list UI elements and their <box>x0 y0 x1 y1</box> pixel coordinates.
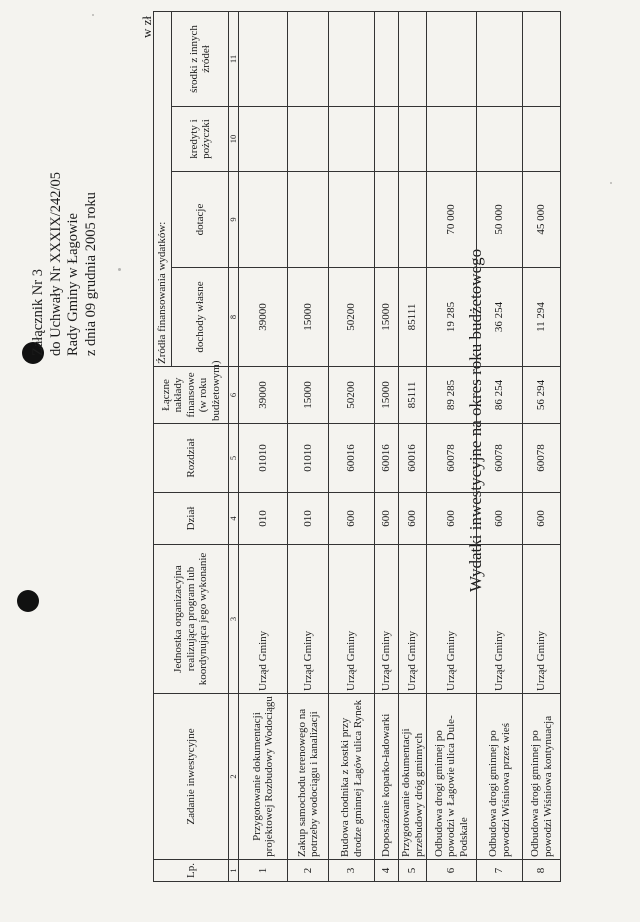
cell-task: Doposażenie koparko-ładowarki <box>375 694 399 860</box>
cell-org-unit: Urząd Gminy <box>427 545 477 694</box>
cell-grants: 70 000 <box>427 172 477 268</box>
cell-dzial: 600 <box>523 493 561 545</box>
cell-task: Odbudowa drogi gminnej po powodzi w Łagowie ulica Dule-Podskale <box>427 694 477 860</box>
cell-rozdzial: 60016 <box>329 424 375 493</box>
cell-org-unit: Urząd Gminy <box>329 545 375 694</box>
cell-own-income: 50200 <box>329 268 375 367</box>
table-row <box>523 11 561 881</box>
header-credits: kredyty i pożyczki <box>172 107 229 172</box>
cell-own-income: 19 285 <box>427 268 477 367</box>
annex-line-2: do Uchwały Nr XXXIX/242/05 <box>47 171 64 356</box>
cell-grants <box>375 172 399 268</box>
table-row <box>239 11 288 881</box>
column-number: 9 <box>229 172 239 268</box>
column-number: 10 <box>229 107 239 172</box>
cell-own-income: 15000 <box>375 268 399 367</box>
cell-other-sources <box>375 11 399 106</box>
header-total: Łączne nakłady finansowe (w roku budżetowym) <box>154 367 229 424</box>
cell-grants: 50 000 <box>477 172 523 268</box>
document-title: Wydatki inwestycyjne na okres roku budżetowego <box>466 248 485 592</box>
cell-lp: 7 <box>477 860 523 882</box>
cell-grants <box>288 172 329 268</box>
currency-unit: w zł <box>139 16 154 39</box>
table-row <box>427 11 477 881</box>
column-number: 1 <box>229 860 239 882</box>
cell-other-sources <box>288 11 329 106</box>
table-row <box>288 11 329 881</box>
cell-credits <box>477 107 523 172</box>
header-other-sources: środki z innych źródeł <box>172 11 229 106</box>
cell-credits <box>427 107 477 172</box>
cell-dzial: 600 <box>427 493 477 545</box>
cell-other-sources <box>427 11 477 106</box>
cell-credits <box>288 107 329 172</box>
cell-own-income: 85111 <box>399 268 427 367</box>
cell-lp: 4 <box>375 860 399 882</box>
annex-line-1: Załącznik Nr 3 <box>30 269 46 356</box>
cell-org-unit: Urząd Gminy <box>375 545 399 694</box>
column-number: 2 <box>229 694 239 860</box>
cell-grants <box>399 172 427 268</box>
cell-total: 15000 <box>288 367 329 424</box>
cell-lp: 1 <box>239 860 288 882</box>
cell-own-income: 39000 <box>239 268 288 367</box>
cell-total: 50200 <box>329 367 375 424</box>
cell-dzial: 600 <box>399 493 427 545</box>
cell-lp: 8 <box>523 860 561 882</box>
cell-grants: 45 000 <box>523 172 561 268</box>
cell-lp: 2 <box>288 860 329 882</box>
cell-dzial: 600 <box>375 493 399 545</box>
header-org-unit: Jednostka organizacyjna realizująca program lub koordynująca jego wykonanie <box>154 545 229 694</box>
cell-org-unit: Urząd Gminy <box>477 545 523 694</box>
cell-rozdzial: 60078 <box>523 424 561 493</box>
cell-rozdzial: 60016 <box>399 424 427 493</box>
cell-total: 85111 <box>399 367 427 424</box>
cell-other-sources <box>523 11 561 106</box>
investment-table <box>153 11 561 882</box>
cell-other-sources <box>477 11 523 106</box>
header-sources: Źródła finansowania wydatków: <box>154 11 172 366</box>
header-grants: dotacje <box>172 172 229 268</box>
column-number: 4 <box>229 493 239 545</box>
column-number: 11 <box>229 11 239 106</box>
cell-total: 89 285 <box>427 367 477 424</box>
cell-rozdzial: 60078 <box>427 424 477 493</box>
table-row <box>375 11 399 881</box>
cell-task: Przygotowanie dokumentacji projektowej Rozbudowy Wodociągu <box>239 694 288 860</box>
cell-grants <box>329 172 375 268</box>
cell-credits <box>329 107 375 172</box>
cell-lp: 3 <box>329 860 375 882</box>
header-task: Zadanie inwestycyjne <box>154 694 229 860</box>
cell-total: 15000 <box>375 367 399 424</box>
header-dzial: Dział <box>154 493 229 545</box>
cell-other-sources <box>399 11 427 106</box>
cell-task: Zakup samochodu terenowego na potrzeby wodociągu i kanalizacji <box>288 694 329 860</box>
annex-line-4: z dnia 09 grudnia 2005 roku <box>82 192 99 356</box>
cell-rozdzial: 01010 <box>239 424 288 493</box>
cell-own-income: 11 294 <box>523 268 561 367</box>
cell-own-income: 15000 <box>288 268 329 367</box>
cell-other-sources <box>329 11 375 106</box>
cell-org-unit: Urząd Gminy <box>523 545 561 694</box>
cell-credits <box>523 107 561 172</box>
cell-dzial: 600 <box>477 493 523 545</box>
cell-task: Budowa chodnika z kostki przy drodze gminnej Łagów ulica Rynek <box>329 694 375 860</box>
cell-credits <box>399 107 427 172</box>
cell-total: 56 294 <box>523 367 561 424</box>
annex-line-3: Rady Gminy w Łagowie <box>65 213 82 356</box>
cell-lp: 5 <box>399 860 427 882</box>
cell-rozdzial: 60078 <box>477 424 523 493</box>
cell-other-sources <box>239 11 288 106</box>
cell-total: 86 254 <box>477 367 523 424</box>
column-number: 5 <box>229 424 239 493</box>
cell-rozdzial: 60016 <box>375 424 399 493</box>
cell-rozdzial: 01010 <box>288 424 329 493</box>
cell-dzial: 010 <box>239 493 288 545</box>
column-number: 6 <box>229 367 239 424</box>
header-lp: Lp. <box>154 860 229 882</box>
cell-lp: 6 <box>427 860 477 882</box>
table-row <box>477 11 523 881</box>
cell-grants <box>239 172 288 268</box>
cell-credits <box>375 107 399 172</box>
cell-org-unit: Urząd Gminy <box>239 545 288 694</box>
cell-org-unit: Urząd Gminy <box>288 545 329 694</box>
column-number: 3 <box>229 545 239 694</box>
header-rozdzial: Rozdział <box>154 424 229 493</box>
column-number: 8 <box>229 268 239 367</box>
cell-task: Przygotowanie dokumentacji przebudowy dróg gminnych <box>399 694 427 860</box>
cell-task: Odbudowa drogi gminnej po powodzi Wiśniowa przez wieś <box>477 694 523 860</box>
annex-header <box>30 172 100 356</box>
cell-own-income: 36 254 <box>477 268 523 367</box>
cell-org-unit: Urząd Gminy <box>399 545 427 694</box>
header-own-income: dochody własne <box>172 268 229 367</box>
cell-total: 39000 <box>239 367 288 424</box>
table-row <box>329 11 375 881</box>
cell-dzial: 010 <box>288 493 329 545</box>
cell-credits <box>239 107 288 172</box>
table-row <box>399 11 427 881</box>
cell-task: Odbudowa drogi gminnej po powodzi Wiśniowa kontynuacja <box>523 694 561 860</box>
cell-dzial: 600 <box>329 493 375 545</box>
